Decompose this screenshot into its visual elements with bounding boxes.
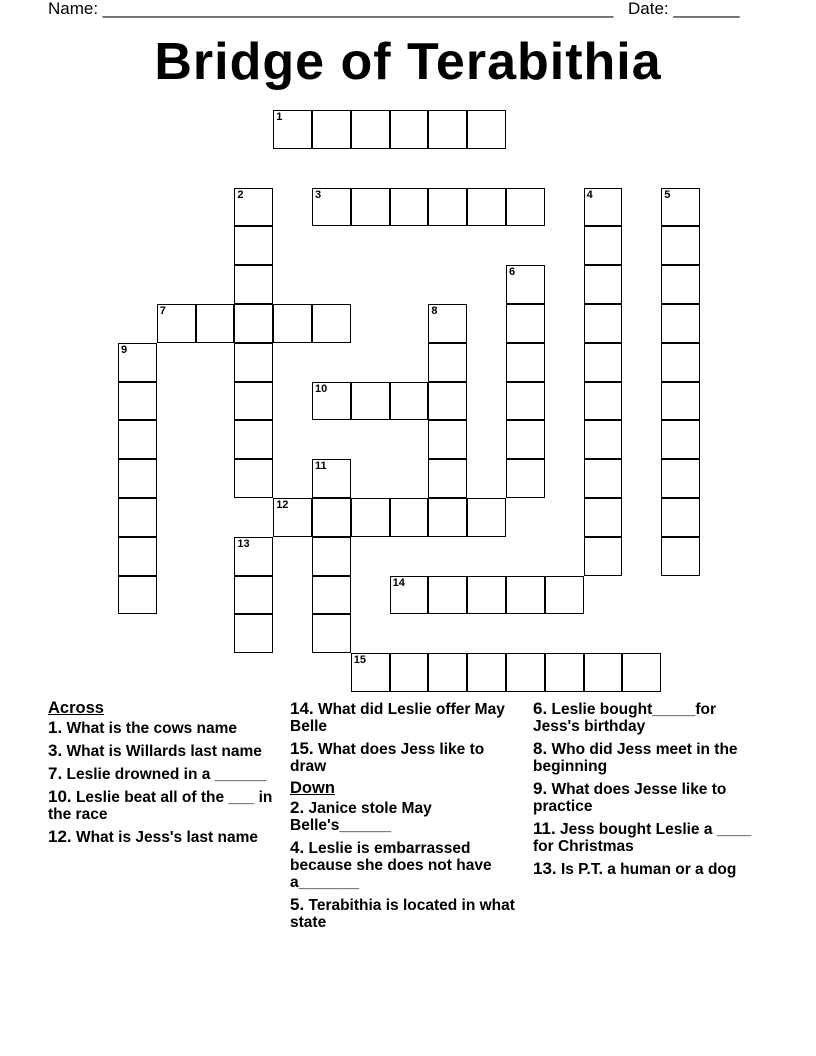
crossword-cell[interactable] xyxy=(584,420,623,459)
crossword-cell[interactable] xyxy=(622,653,661,692)
crossword-cell[interactable] xyxy=(428,110,467,149)
crossword-cell[interactable] xyxy=(157,304,196,343)
crossword-cell[interactable] xyxy=(506,459,545,498)
clue-number: 7. xyxy=(48,764,63,783)
clue-text: What is the cows name xyxy=(66,720,238,737)
crossword-cell[interactable] xyxy=(661,304,700,343)
crossword-cell[interactable] xyxy=(506,343,545,382)
crossword-cell[interactable] xyxy=(234,420,273,459)
cell-number: 13 xyxy=(237,537,250,550)
clue-down-5 xyxy=(290,896,520,931)
clue-across-15 xyxy=(290,740,520,775)
cell-number: 9 xyxy=(121,343,128,356)
crossword-cell[interactable] xyxy=(312,382,351,421)
crossword-cell[interactable] xyxy=(234,188,273,227)
clue-down-9 xyxy=(533,780,758,815)
clue-text: Leslie bought_____for Jess's birthday xyxy=(533,701,717,735)
cell-number: 14 xyxy=(392,576,405,589)
clue-text: Is P.T. a human or a dog xyxy=(560,861,737,878)
clue-number: 4. xyxy=(290,838,305,857)
clue-down-4 xyxy=(290,839,520,891)
clue-number: 12. xyxy=(48,827,72,846)
crossword-cell[interactable] xyxy=(428,420,467,459)
crossword-cell[interactable] xyxy=(196,304,235,343)
crossword-cell[interactable] xyxy=(467,653,506,692)
crossword-cell[interactable] xyxy=(390,576,429,615)
crossword-cell[interactable] xyxy=(506,265,545,304)
crossword-cell[interactable] xyxy=(506,653,545,692)
crossword-cell[interactable] xyxy=(506,420,545,459)
crossword-cell[interactable] xyxy=(428,653,467,692)
cell-number: 3 xyxy=(315,188,322,201)
clue-across-1 xyxy=(48,719,278,737)
clue-text: Terabithia is located in what state xyxy=(290,897,515,931)
clue-text: Leslie beat all of the ___ in the race xyxy=(48,789,273,823)
clue-text: Leslie drowned in a ______ xyxy=(66,766,267,783)
crossword-cell[interactable] xyxy=(428,382,467,421)
clue-number: 13. xyxy=(533,859,557,878)
crossword-cell[interactable] xyxy=(428,188,467,227)
clue-number: 1. xyxy=(48,718,63,737)
crossword-cell[interactable] xyxy=(506,382,545,421)
crossword-cell[interactable] xyxy=(661,459,700,498)
crossword-cell[interactable] xyxy=(661,188,700,227)
clue-text: Janice stole May Belle's______ xyxy=(290,800,432,834)
crossword-cell[interactable] xyxy=(584,382,623,421)
crossword-cell[interactable] xyxy=(234,576,273,615)
clue-number: 10. xyxy=(48,787,72,806)
crossword-cell[interactable] xyxy=(390,188,429,227)
crossword-cell[interactable] xyxy=(312,110,351,149)
crossword-cell[interactable] xyxy=(312,537,351,576)
clue-column-3 xyxy=(533,700,758,883)
clue-number: 8. xyxy=(533,739,548,758)
crossword-cell[interactable] xyxy=(273,498,312,537)
crossword-cell[interactable] xyxy=(118,382,157,421)
crossword-cell[interactable] xyxy=(584,188,623,227)
crossword-cell[interactable] xyxy=(545,576,584,615)
clue-number: 6. xyxy=(533,699,548,718)
clue-across-14 xyxy=(290,700,520,735)
clue-across-10 xyxy=(48,788,278,823)
clue-number: 15. xyxy=(290,739,314,758)
clue-across-3 xyxy=(48,742,278,760)
crossword-cell[interactable] xyxy=(312,188,351,227)
crossword-cell[interactable] xyxy=(661,226,700,265)
clue-number: 9. xyxy=(533,779,548,798)
cell-number: 7 xyxy=(159,305,166,317)
crossword-cell[interactable] xyxy=(467,498,506,537)
cell-number: 8 xyxy=(431,305,438,317)
crossword-cell[interactable] xyxy=(506,304,545,343)
crossword-cell[interactable] xyxy=(312,576,351,615)
crossword-cell[interactable] xyxy=(234,459,273,498)
crossword-cell[interactable] xyxy=(234,537,273,576)
crossword-cell[interactable] xyxy=(118,343,157,382)
clue-number: 11. xyxy=(533,819,556,838)
crossword-cell[interactable] xyxy=(273,304,312,343)
crossword-cell[interactable] xyxy=(584,537,623,576)
crossword-cell[interactable] xyxy=(351,498,390,537)
crossword-cell[interactable] xyxy=(234,265,273,304)
clue-across-7 xyxy=(48,765,278,783)
crossword-cell[interactable] xyxy=(545,653,584,692)
clue-text: What does Jesse like to practice xyxy=(533,781,727,815)
crossword-cell[interactable] xyxy=(661,343,700,382)
clue-text: What did Leslie offer May Belle xyxy=(290,701,505,735)
crossword-cell[interactable] xyxy=(584,498,623,537)
crossword-cell[interactable] xyxy=(390,382,429,421)
crossword-cell[interactable] xyxy=(584,653,623,692)
crossword-cell[interactable] xyxy=(118,498,157,537)
clue-text: What is Willards last name xyxy=(66,743,262,760)
date-field[interactable]: Date: _______ xyxy=(628,0,740,18)
crossword-cell[interactable] xyxy=(584,459,623,498)
clue-down-2 xyxy=(290,799,520,834)
crossword-cell[interactable] xyxy=(390,498,429,537)
crossword-cell[interactable] xyxy=(118,420,157,459)
crossword-cell[interactable] xyxy=(467,110,506,149)
crossword-cell[interactable] xyxy=(661,265,700,304)
clue-down-13 xyxy=(533,860,758,878)
crossword-cell[interactable] xyxy=(584,304,623,343)
crossword-cell[interactable] xyxy=(661,420,700,459)
crossword-cell[interactable] xyxy=(234,226,273,265)
cell-number: 2 xyxy=(237,188,244,201)
cell-number: 12 xyxy=(276,499,289,511)
crossword-cell[interactable] xyxy=(390,653,429,692)
clue-across-12 xyxy=(48,828,278,846)
across-heading: Across xyxy=(48,699,104,717)
crossword-cell[interactable] xyxy=(506,576,545,615)
crossword-cell[interactable] xyxy=(584,343,623,382)
cell-number: 11 xyxy=(315,460,327,473)
clue-text: Leslie is embarrassed because she does not have a_______ xyxy=(290,840,492,891)
clue-column-1 xyxy=(48,700,278,851)
crossword-cell[interactable] xyxy=(506,188,545,227)
clue-down-11 xyxy=(533,820,758,855)
down-heading: Down xyxy=(290,779,335,797)
crossword-cell[interactable] xyxy=(351,188,390,227)
clue-down-6 xyxy=(533,700,758,735)
crossword-cell[interactable] xyxy=(118,537,157,576)
crossword-cell[interactable] xyxy=(312,459,351,498)
clue-number: 5. xyxy=(290,895,305,914)
clue-number: 3. xyxy=(48,741,63,760)
clue-number: 14. xyxy=(290,699,314,718)
crossword-cell[interactable] xyxy=(661,498,700,537)
crossword-cell[interactable] xyxy=(118,459,157,498)
crossword-cell[interactable] xyxy=(234,382,273,421)
cell-number: 4 xyxy=(586,188,593,201)
clue-text: Who did Jess meet in the beginning xyxy=(533,741,738,775)
crossword-cell[interactable] xyxy=(428,498,467,537)
crossword-cell[interactable] xyxy=(428,304,467,343)
crossword-cell[interactable] xyxy=(351,653,390,692)
cell-number: 6 xyxy=(509,266,516,279)
crossword-cell[interactable] xyxy=(351,110,390,149)
crossword-cell[interactable] xyxy=(428,576,467,615)
crossword-cell[interactable] xyxy=(428,459,467,498)
cell-number: 15 xyxy=(353,654,367,667)
crossword-cell[interactable] xyxy=(467,188,506,227)
crossword-cell[interactable] xyxy=(390,110,429,149)
puzzle-title: Bridge of Terabithia xyxy=(154,33,662,91)
crossword-cell[interactable] xyxy=(273,110,312,149)
clue-down-8 xyxy=(533,740,758,775)
cell-number: 10 xyxy=(315,382,328,395)
crossword-cell[interactable] xyxy=(234,304,273,343)
crossword-cell[interactable] xyxy=(661,382,700,421)
crossword-cell[interactable] xyxy=(661,537,700,576)
crossword-cell[interactable] xyxy=(234,614,273,653)
clue-text: What does Jess like to draw xyxy=(290,741,485,775)
name-field[interactable]: Name: ______________________________________________________ xyxy=(48,0,614,18)
clue-text: Jess bought Leslie a ____ for Christmas xyxy=(533,821,752,855)
crossword-cell[interactable] xyxy=(584,226,623,265)
cell-number: 1 xyxy=(276,111,283,123)
crossword-cell[interactable] xyxy=(234,343,273,382)
crossword-cell[interactable] xyxy=(584,265,623,304)
crossword-cell[interactable] xyxy=(467,576,506,615)
crossword-cell[interactable] xyxy=(351,382,390,421)
clue-number: 2. xyxy=(290,798,305,817)
clue-column-2 xyxy=(290,700,520,936)
crossword-cell[interactable] xyxy=(312,498,351,537)
crossword-cell[interactable] xyxy=(312,304,351,343)
crossword-cell[interactable] xyxy=(428,343,467,382)
cell-number: 5 xyxy=(664,188,671,201)
crossword-cell[interactable] xyxy=(118,576,157,615)
crossword-cell[interactable] xyxy=(312,614,351,653)
clue-text: What is Jess's last name xyxy=(75,829,258,846)
